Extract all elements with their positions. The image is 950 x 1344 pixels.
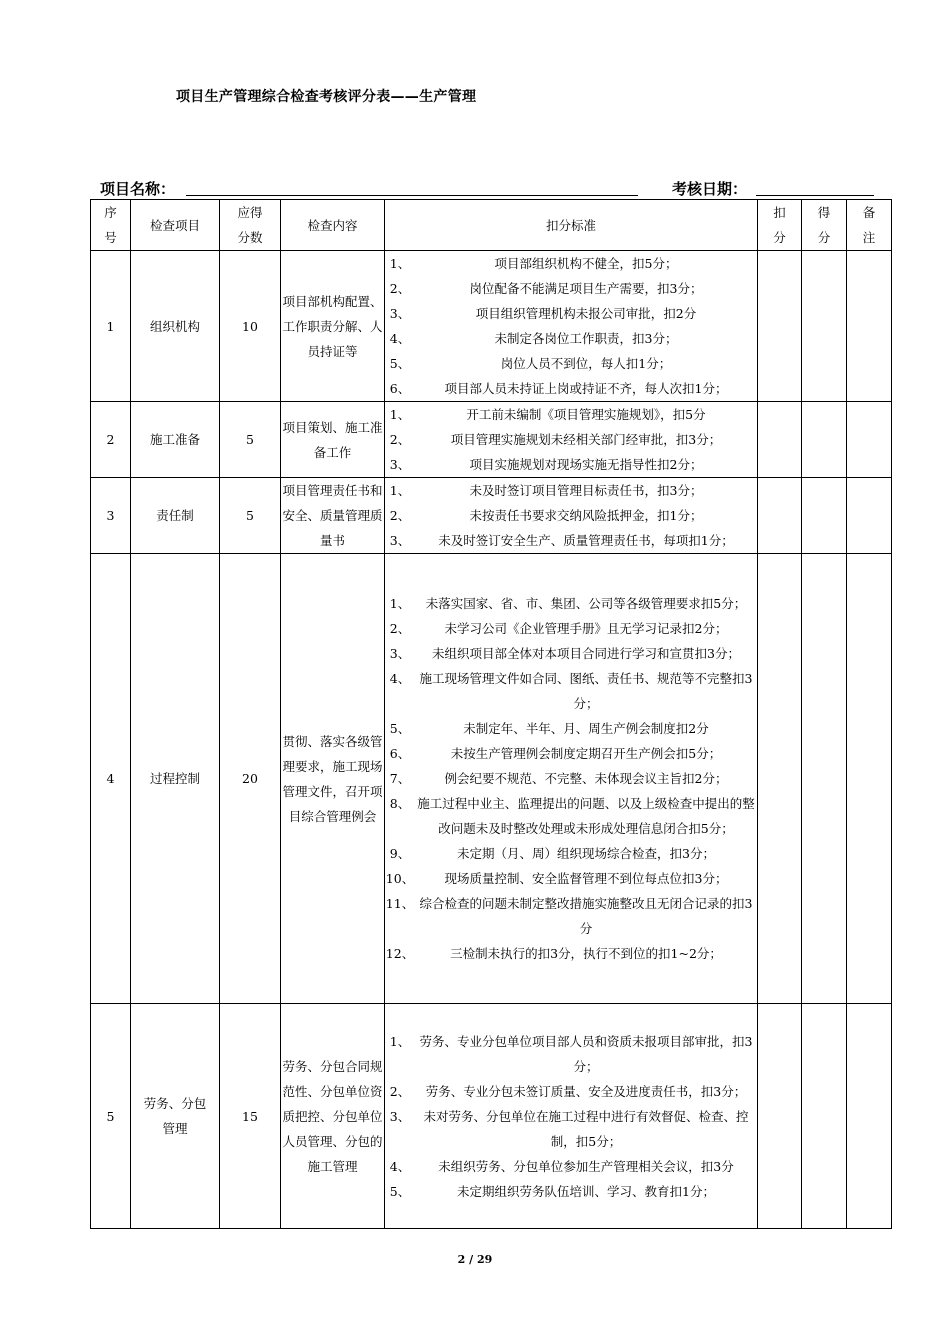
rule-number: 3、 [389,457,411,472]
rule-item [385,1154,757,1179]
row-deduct-cell[interactable] [758,1004,802,1229]
rule-number: 5、 [389,356,411,371]
rule-item [385,741,757,766]
rule-number: 4、 [389,1158,411,1174]
rule-text: 项目实施规划对现场实施无指导性扣2分； [469,457,703,472]
table-row [91,402,892,478]
rule-item [385,503,757,528]
rule-number: 2、 [389,621,411,636]
rule-number: 3、 [389,646,411,661]
rule-item [385,841,757,866]
row-got-cell[interactable] [802,554,847,1004]
rule-text: 未落实国家、省、市、集团、公司等各级管理要求扣5分； [425,596,747,611]
table-row [91,478,892,554]
row-seq: 1 [91,251,131,402]
rule-text: 劳务、专业分包单位项目部人员和资质未报项目部审批，扣3分； [419,1033,753,1074]
rule-number: 5、 [389,721,411,736]
rule-number: 6、 [389,381,411,396]
row-rules [385,402,758,478]
meta-row [100,176,875,198]
rule-number: 5、 [389,1183,411,1199]
rule-item [385,427,757,452]
row-deduct-cell[interactable] [758,402,802,478]
row-deduct-cell[interactable] [758,554,802,1004]
row-item: 施工准备 [131,402,220,478]
row-rules [385,251,758,402]
rule-number: 6、 [389,746,411,761]
rule-item [385,591,757,616]
rule-text: 未制定年、半年、月、周生产例会制度扣2分 [463,721,709,736]
check-date-label: 考核日期： [672,180,748,198]
row-score: 5 [220,402,281,478]
rule-number: 3、 [389,533,411,548]
row-item: 过程控制 [131,554,220,1004]
row-deduct-cell[interactable] [758,251,802,402]
row-got-cell[interactable] [802,478,847,554]
rule-number: 9、 [389,846,411,861]
rule-number: 4、 [389,331,411,346]
rule-number: 12、 [385,946,415,961]
row-remark-cell[interactable] [847,402,892,478]
row-rules [385,554,758,1004]
rule-number: 10、 [385,871,415,886]
header-content: 检查内容 [281,200,385,251]
row-content: 贯彻、落实各级管理要求，施工现场管理文件，召开项目综合管理例会 [281,554,385,1004]
rule-text: 项目管理实施规划未经相关部门经审批，扣3分； [450,432,722,447]
rule-number: 2、 [389,281,411,296]
header-item: 检查项目 [131,200,220,251]
header-criteria: 扣分标准 [385,200,758,251]
rule-number: 1、 [389,256,411,271]
row-item: 责任制 [131,478,220,554]
project-name-line[interactable] [186,195,638,196]
rule-number: 2、 [389,432,411,447]
rule-text: 未组织劳务、分包单位参加生产管理相关会议，扣3分 [438,1158,734,1174]
row-item: 组织机构 [131,251,220,402]
rule-item [385,1179,757,1204]
rule-item [385,766,757,791]
rule-item [385,1029,757,1079]
row-rules [385,478,758,554]
header-remark: 备注 [847,200,892,251]
rule-number: 8、 [389,796,411,811]
row-content: 项目管理责任书和安全、质量管理质量书 [281,478,385,554]
rule-item [385,891,757,941]
rule-text: 项目部人员未持证上岗或持证不齐，每人次扣1分； [444,381,728,396]
rule-item [385,641,757,666]
check-date-line[interactable] [756,195,874,196]
table-header-row [91,200,892,251]
rule-item [385,478,757,503]
row-deduct-cell[interactable] [758,478,802,554]
rule-item [385,251,757,276]
rule-item [385,528,757,553]
rule-item [385,452,757,477]
rule-item [385,276,757,301]
rule-text: 施工现场管理文件如合同、图纸、责任书、规范等不完整扣3分； [419,671,753,711]
rule-text: 岗位配备不能满足项目生产需要，扣3分； [469,281,703,296]
rule-text: 例会纪要不规范、不完整、未体现会议主旨扣2分； [444,771,728,786]
rule-item [385,326,757,351]
rule-text: 未组织项目部全体对本项目合同进行学习和宣贯扣3分； [432,646,740,661]
row-score: 15 [220,1004,281,1229]
rule-text: 未学习公司《企业管理手册》且无学习记录扣2分； [444,621,728,636]
rule-number: 1、 [389,596,411,611]
rule-text: 未按生产管理例会制度定期召开生产例会扣5分； [450,746,722,761]
page-title: 项目生产管理综合检查考核评分表——生产管理 [176,89,477,105]
header-deduct: 扣分 [758,200,802,251]
rule-text: 未定期（月、周）组织现场综合检查，扣3分； [457,846,715,861]
rule-text: 劳务、专业分包未签订质量、安全及进度责任书，扣3分； [425,1083,747,1099]
row-got-cell[interactable] [802,251,847,402]
row-seq: 5 [91,1004,131,1229]
rule-text: 未制定各岗位工作职责，扣3分； [494,331,678,346]
row-item: 劳务、分包管理 [131,1004,220,1229]
rule-text: 现场质量控制、安全监督管理不到位每点位扣3分； [444,871,728,886]
rule-item [385,941,757,966]
row-content: 项目策划、施工准备工作 [281,402,385,478]
rule-number: 1、 [389,483,411,498]
rule-text: 开工前未编制《项目管理实施规划》，扣5分 [466,407,706,422]
rule-number: 4、 [389,671,411,686]
rule-text: 未及时签订项目管理目标责任书，扣3分； [469,483,703,498]
rule-item [385,301,757,326]
rule-text: 施工过程中业主、监理提出的问题、以及上级检查中提出的整改问题未及时整改处理或未形成处理信息闭合扣5分； [417,796,755,836]
rule-item [385,666,757,716]
table-row [91,1004,892,1229]
rule-item [385,791,757,841]
row-score: 5 [220,478,281,554]
table-row [91,251,892,402]
rule-text: 未对劳务、分包单位在施工过程中进行有效督促、检查、控制，扣5分； [423,1108,749,1149]
rule-item [385,351,757,376]
row-remark-cell[interactable] [847,251,892,402]
rule-item [385,1079,757,1104]
rule-number: 1、 [389,1033,411,1049]
row-score: 10 [220,251,281,402]
row-remark-cell[interactable] [847,554,892,1004]
rule-text: 未定期组织劳务队伍培训、学习、教育扣1分； [457,1183,715,1199]
rule-text: 项目组织管理机构未报公司审批，扣2分 [475,306,697,321]
rule-item [385,866,757,891]
rule-text: 综合检查的问题未制定整改措施实施整改且无闭合记录的扣3分 [419,896,753,936]
score-table [90,199,892,1229]
rule-number: 3、 [389,1108,411,1124]
row-remark-cell[interactable] [847,1004,892,1229]
row-content: 项目部机构配置、工作职责分解、人员持证等 [281,251,385,402]
rule-number: 2、 [389,1083,411,1099]
rule-text: 三检制未执行的扣3分，执行不到位的扣1~2分； [450,946,722,961]
rule-text: 项目部组织机构不健全，扣5分； [494,256,678,271]
row-rules [385,1004,758,1229]
row-seq: 3 [91,478,131,554]
table-body [91,251,892,1229]
row-seq: 2 [91,402,131,478]
rule-number: 1、 [389,407,411,422]
header-score: 应得分数 [220,200,281,251]
row-got-cell[interactable] [802,1004,847,1229]
row-content: 劳务、分包合同规范性、分包单位资质把控、分包单位人员管理、分包的施工管理 [281,1004,385,1229]
rule-text: 岗位人员不到位，每人扣1分； [500,356,672,371]
rule-item [385,616,757,641]
rule-item [385,716,757,741]
rule-number: 2、 [389,508,411,523]
rule-text: 未及时签订安全生产、质量管理责任书，每项扣1分； [438,533,734,548]
header-got: 得分 [802,200,847,251]
table-row [91,554,892,1004]
page-number: 2 / 29 [457,1253,493,1266]
row-remark-cell[interactable] [847,478,892,554]
rule-number: 3、 [389,306,411,321]
row-score: 20 [220,554,281,1004]
rule-text: 未按责任书要求交纳风险抵押金，扣1分； [469,508,703,523]
rule-item [385,402,757,427]
row-got-cell[interactable] [802,402,847,478]
rule-number: 7、 [389,771,411,786]
rule-item [385,376,757,401]
rule-item [385,1104,757,1154]
project-name-label: 项目名称： [100,180,176,198]
header-seq: 序号 [91,200,131,251]
row-seq: 4 [91,554,131,1004]
rule-number: 11、 [385,896,415,911]
